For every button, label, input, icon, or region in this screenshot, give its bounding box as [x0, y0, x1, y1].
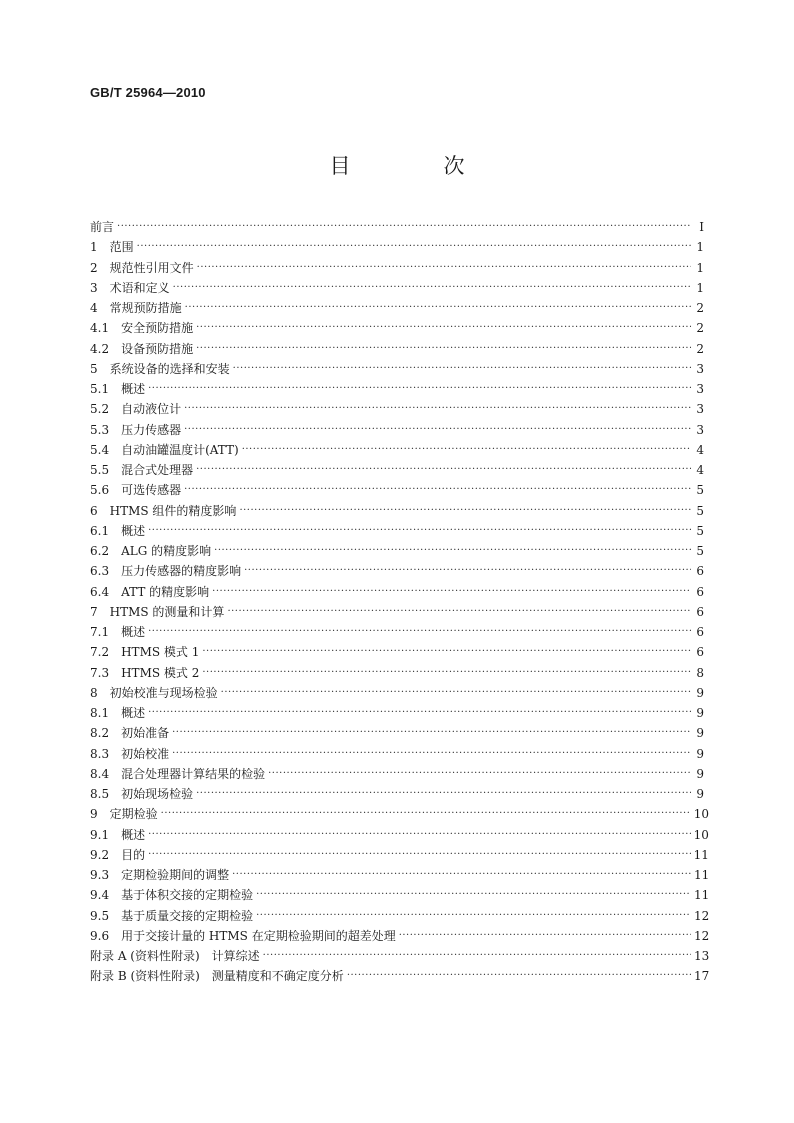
dot-leader [148, 845, 690, 865]
toc-entry-number: 9.4 [90, 888, 122, 903]
dot-leader [172, 744, 691, 764]
toc-entry-page: 11 [694, 868, 710, 883]
toc-entry-number: 5.2 [90, 402, 122, 417]
dot-leader [148, 825, 690, 845]
toc-entry-title: 常规预防措施 [109, 301, 182, 316]
toc-entry-page: 3 [696, 402, 704, 417]
toc-entry-number: 9.3 [90, 868, 122, 883]
toc-entry-number: 8.5 [90, 787, 122, 802]
toc-entry-number: 8.2 [90, 726, 122, 741]
toc-entry-number: 9.6 [90, 928, 122, 943]
dot-leader [214, 541, 691, 561]
toc-entry-page: 6 [696, 625, 704, 640]
toc-entry-title: ATT 的精度影响 [121, 584, 210, 599]
toc-entry-title: 压力传感器的精度影响 [121, 564, 242, 579]
toc-entry-number: 6 [90, 503, 110, 518]
toc-entry-page: 1 [696, 260, 704, 275]
toc-entry-page: 5 [696, 523, 704, 538]
toc-entry[interactable] [90, 703, 704, 723]
toc-entry[interactable] [90, 885, 710, 905]
toc-entry[interactable] [90, 683, 704, 703]
toc-entry-number: 5.1 [90, 382, 122, 397]
dot-leader [239, 501, 691, 521]
toc-entry-number: 9 [90, 807, 110, 822]
toc-entry-page: 10 [693, 827, 709, 842]
toc-entry[interactable] [90, 561, 704, 581]
toc-entry-number: 2 [90, 260, 110, 275]
dot-leader [173, 278, 691, 298]
toc-entry-page: 2 [696, 321, 704, 336]
dot-leader [233, 359, 691, 379]
toc-entry-page: 9 [696, 685, 704, 700]
toc-entry-page: Ⅰ [699, 220, 704, 235]
toc-entry-title: 系统设备的选择和安装 [109, 361, 230, 376]
toc-entry-title: 混合处理器计算结果的检验 [121, 766, 266, 781]
toc-entry[interactable] [90, 744, 704, 764]
dot-leader [263, 946, 691, 966]
toc-entry-title: 可选传感器 [121, 483, 182, 498]
toc-entry-number: 5.4 [90, 442, 122, 457]
toc-entry-title: 概述 [121, 523, 146, 538]
toc-entry-page: 10 [693, 807, 710, 822]
toc-entry[interactable] [90, 339, 704, 359]
toc-entry[interactable] [90, 946, 710, 966]
toc-entry-title: 初始现场检验 [121, 787, 194, 802]
toc-entry-title: HTMS 组件的精度影响 [109, 503, 237, 518]
toc-entry[interactable] [90, 237, 704, 257]
toc-entry-number: 4 [90, 301, 110, 316]
toc-entry[interactable] [90, 865, 710, 885]
toc-entry[interactable] [90, 258, 704, 278]
dot-leader [148, 521, 691, 541]
toc-entry-title: 安全预防措施 [121, 321, 194, 336]
toc-entry-title: 用于交接计量的 HTMS 在定期检验期间的超差处理 [121, 928, 396, 943]
toc-entry-title: 压力传感器 [121, 422, 182, 437]
toc-entry-page: 6 [696, 564, 704, 579]
dot-leader [242, 440, 691, 460]
toc-entry-title: HTMS 模式 1 [121, 645, 200, 660]
toc-entry[interactable] [90, 926, 710, 946]
toc-entry[interactable] [90, 480, 704, 500]
dot-leader [185, 298, 691, 318]
table-of-contents [90, 217, 710, 987]
toc-entry-title: 目的 [121, 847, 146, 862]
toc-entry-title: 概述 [121, 382, 146, 397]
dot-leader [196, 339, 691, 359]
toc-entry-title: 自动液位计 [121, 402, 182, 417]
toc-entry[interactable] [90, 460, 704, 480]
dot-leader [148, 703, 691, 723]
toc-entry[interactable] [90, 845, 709, 865]
toc-entry[interactable] [90, 622, 704, 642]
toc-entry-title: HTMS 模式 2 [121, 665, 200, 680]
dot-leader [184, 399, 691, 419]
toc-entry-title: 术语和定义 [109, 280, 170, 295]
toc-entry-title: 初始准备 [121, 726, 170, 741]
toc-entry[interactable] [90, 501, 704, 521]
toc-entry-page: 6 [696, 584, 704, 599]
toc-entry[interactable] [90, 318, 704, 338]
toc-entry-number: 8.4 [90, 766, 122, 781]
toc-entry[interactable] [90, 764, 704, 784]
toc-entry-title: 初始校准与现场检验 [109, 685, 218, 700]
toc-entry-number: 6.1 [90, 523, 122, 538]
toc-entry[interactable] [90, 521, 704, 541]
toc-entry-page: 3 [696, 422, 704, 437]
dot-leader [196, 318, 691, 338]
toc-entry-number: 5.6 [90, 483, 122, 498]
toc-entry-title: 概述 [121, 827, 146, 842]
toc-entry-page: 17 [694, 969, 710, 984]
toc-entry-number: 8.1 [90, 706, 122, 721]
dot-leader [221, 683, 691, 703]
toc-entry-title: ALG 的精度影响 [121, 544, 212, 559]
toc-entry-page: 9 [696, 787, 704, 802]
toc-entry-number: 5.5 [90, 463, 122, 478]
dot-leader [172, 723, 691, 743]
toc-entry[interactable] [90, 298, 704, 318]
toc-entry-title: 定期检验 [109, 807, 158, 822]
toc-entry-title: 概述 [121, 625, 146, 640]
dot-leader [184, 480, 691, 500]
toc-entry-title: 附录 A (资料性附录) 计算综述 [90, 949, 260, 964]
toc-entry-title: 前言 [90, 220, 115, 235]
toc-entry-page: 2 [696, 341, 704, 356]
dot-leader [202, 642, 691, 662]
toc-entry-page: 6 [696, 645, 704, 660]
toc-entry-number: 7 [90, 604, 110, 619]
toc-entry-number: 1 [90, 240, 110, 255]
toc-entry-page: 11 [693, 847, 709, 862]
toc-entry[interactable] [90, 379, 704, 399]
toc-entry[interactable] [90, 602, 704, 622]
toc-entry-title: 自动油罐温度计(ATT) [121, 442, 239, 457]
toc-entry[interactable] [90, 217, 704, 237]
toc-entry[interactable] [90, 663, 704, 683]
toc-entry-title: 定期检验期间的调整 [121, 868, 230, 883]
toc-entry-page: 3 [696, 361, 704, 376]
dot-leader [202, 663, 691, 683]
toc-entry-page: 12 [694, 908, 710, 923]
toc-entry-title: 设备预防措施 [121, 341, 194, 356]
toc-entry-number: 9.2 [90, 847, 122, 862]
toc-entry[interactable] [90, 541, 704, 561]
toc-entry[interactable] [90, 359, 704, 379]
toc-entry-number: 3 [90, 280, 110, 295]
toc-entry-page: 4 [696, 442, 704, 457]
toc-entry-page: 9 [696, 766, 704, 781]
dot-leader [117, 217, 691, 237]
toc-entry-page: 2 [696, 301, 704, 316]
toc-entry-title: 基于体积交接的定期检验 [121, 888, 254, 903]
toc-entry-number: 5 [90, 361, 110, 376]
dot-leader [244, 561, 691, 581]
toc-entry[interactable] [90, 440, 704, 460]
dot-leader [148, 622, 691, 642]
toc-entry[interactable] [90, 906, 710, 926]
toc-entry[interactable] [90, 420, 704, 440]
dot-leader [184, 420, 691, 440]
toc-entry-title: 附录 B (资料性附录) 测量精度和不确定度分析 [90, 969, 344, 984]
standard-number: GB/T 25964—2010 [90, 85, 206, 100]
toc-entry-number: 9.5 [90, 908, 122, 923]
dot-leader [137, 237, 691, 257]
toc-entry-number: 4.2 [90, 341, 122, 356]
toc-entry-number: 9.1 [90, 827, 122, 842]
toc-entry-number: 6.4 [90, 584, 122, 599]
toc-entry-number: 8 [90, 685, 110, 700]
toc-entry-page: 1 [696, 280, 704, 295]
toc-entry-title: HTMS 的测量和计算 [109, 604, 225, 619]
toc-entry-title: 规范性引用文件 [109, 260, 194, 275]
toc-entry-number: 8.3 [90, 746, 122, 761]
toc-entry-page: 5 [696, 483, 704, 498]
toc-entry[interactable] [90, 399, 704, 419]
toc-entry-title: 基于质量交接的定期检验 [121, 908, 254, 923]
toc-entry[interactable] [90, 825, 709, 845]
dot-leader [212, 582, 691, 602]
toc-entry-page: 3 [696, 382, 704, 397]
toc-entry-page: 9 [696, 746, 704, 761]
toc-entry-page: 6 [696, 604, 704, 619]
toc-entry-page: 4 [696, 463, 704, 478]
toc-entry-page: 9 [696, 706, 704, 721]
toc-entry[interactable] [90, 582, 704, 602]
toc-entry-page: 11 [694, 888, 710, 903]
toc-entry-title: 概述 [121, 706, 146, 721]
toc-entry-page: 8 [696, 665, 704, 680]
toc-entry[interactable] [90, 723, 704, 743]
toc-entry-page: 1 [696, 240, 704, 255]
dot-leader [196, 784, 691, 804]
dot-leader [268, 764, 691, 784]
toc-entry[interactable] [90, 642, 704, 662]
dot-leader [232, 865, 691, 885]
dot-leader [196, 460, 691, 480]
dot-leader [161, 804, 691, 824]
dot-leader [399, 926, 691, 946]
dot-leader [227, 602, 691, 622]
toc-entry-title: 混合式处理器 [121, 463, 194, 478]
toc-entry-title: 初始校准 [121, 746, 170, 761]
toc-entry-number: 4.1 [90, 321, 122, 336]
toc-entry[interactable] [90, 784, 704, 804]
dot-leader [256, 885, 691, 905]
dot-leader [256, 906, 691, 926]
toc-entry[interactable] [90, 804, 710, 824]
toc-entry-page: 5 [696, 503, 704, 518]
dot-leader [197, 258, 691, 278]
toc-entry[interactable] [90, 966, 710, 986]
toc-entry-number: 5.3 [90, 422, 122, 437]
toc-entry-number: 7.1 [90, 625, 122, 640]
toc-entry-title: 范围 [109, 240, 134, 255]
page-title: 目 次 [329, 154, 501, 178]
toc-entry-number: 7.2 [90, 645, 122, 660]
toc-entry-page: 13 [694, 949, 710, 964]
dot-leader [347, 966, 691, 986]
toc-entry-page: 12 [694, 928, 710, 943]
toc-entry-page: 9 [696, 726, 704, 741]
toc-entry-number: 6.2 [90, 544, 122, 559]
toc-entry-number: 6.3 [90, 564, 122, 579]
toc-entry-number: 7.3 [90, 665, 122, 680]
toc-entry-page: 5 [696, 544, 704, 559]
toc-entry[interactable] [90, 278, 704, 298]
dot-leader [148, 379, 691, 399]
